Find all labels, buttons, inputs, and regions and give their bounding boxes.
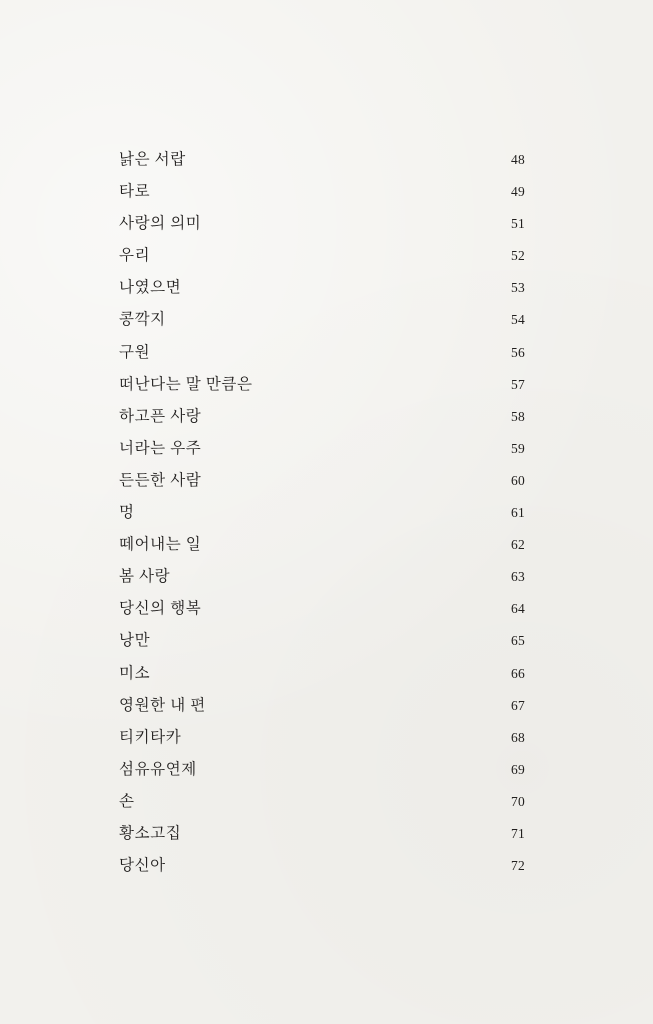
toc-entry-page-number: 48	[511, 152, 526, 167]
toc-entry-title: 멍	[119, 504, 135, 522]
toc-entry[interactable]	[119, 505, 539, 537]
toc-entry-page-number: 64	[511, 601, 526, 617]
toc-entry-title: 콩깍지	[119, 311, 166, 329]
toc-entry-title: 타로	[119, 183, 151, 201]
toc-entry-title: 사랑의 의미	[119, 215, 202, 233]
toc-entry-page-number: 59	[511, 440, 526, 456]
toc-entry-page-number: 63	[511, 569, 526, 585]
toc-entry[interactable]	[119, 280, 539, 312]
toc-entry-page-number: 67	[511, 697, 526, 713]
toc-entry[interactable]	[119, 409, 539, 441]
toc-entry-page-number: 72	[511, 858, 526, 874]
table-of-contents	[119, 152, 539, 890]
toc-entry-title: 티키타카	[119, 728, 182, 746]
toc-entry[interactable]	[119, 858, 539, 890]
toc-entry-title: 낭만	[119, 632, 151, 650]
toc-entry-title: 나였으면	[119, 279, 182, 297]
toc-entry-page-number: 60	[511, 472, 526, 488]
toc-entry-page-number: 61	[511, 505, 526, 521]
toc-entry[interactable]	[119, 152, 539, 184]
toc-entry-title: 당신의 행복	[119, 600, 202, 618]
toc-entry-page-number: 69	[511, 761, 526, 777]
toc-entry[interactable]	[119, 794, 539, 826]
toc-entry-page-number: 70	[511, 793, 526, 809]
toc-entry[interactable]	[119, 569, 539, 601]
toc-entry[interactable]	[119, 762, 539, 794]
toc-entry[interactable]	[119, 537, 539, 569]
toc-entry-page-number: 65	[511, 633, 526, 649]
toc-entry-title: 손	[119, 792, 135, 810]
toc-entry-page-number: 68	[511, 729, 526, 745]
toc-entry[interactable]	[119, 184, 539, 216]
toc-entry[interactable]	[119, 826, 539, 858]
toc-entry-title: 떼어내는 일	[119, 536, 202, 554]
toc-entry-page-number: 56	[511, 344, 526, 360]
toc-entry[interactable]	[119, 473, 539, 505]
toc-entry-title: 떠난다는 말 만큼은	[119, 375, 253, 393]
toc-entry-page-number: 53	[511, 280, 526, 296]
toc-entry[interactable]	[119, 312, 539, 344]
toc-entry-page-number: 62	[511, 537, 526, 553]
toc-entry-title: 미소	[119, 664, 151, 682]
toc-entry[interactable]	[119, 377, 539, 409]
toc-entry-page-number: 58	[511, 408, 526, 424]
toc-entry[interactable]	[119, 345, 539, 377]
toc-entry-page-number: 57	[511, 376, 526, 392]
toc-entry-page-number: 71	[511, 825, 526, 841]
toc-entry-title: 봄 사랑	[119, 568, 171, 586]
toc-entry-page-number: 52	[511, 248, 526, 264]
toc-entry-page-number: 49	[511, 184, 526, 200]
toc-entry-title: 우리	[119, 247, 151, 265]
toc-entry-title: 당신아	[119, 857, 166, 875]
toc-entry-title: 하고픈 사랑	[119, 407, 202, 425]
toc-entry-title: 황소고집	[119, 824, 182, 842]
toc-entry[interactable]	[119, 666, 539, 698]
toc-entry[interactable]	[119, 441, 539, 473]
toc-entry-page-number: 51	[511, 216, 526, 232]
toc-entry[interactable]	[119, 633, 539, 665]
toc-entry-page-number: 54	[511, 312, 526, 328]
toc-entry-title: 너라는 우주	[119, 439, 202, 457]
toc-entry[interactable]	[119, 730, 539, 762]
toc-entry[interactable]	[119, 601, 539, 633]
toc-entry[interactable]	[119, 698, 539, 730]
toc-entry-page-number: 66	[511, 665, 526, 681]
toc-entry[interactable]	[119, 216, 539, 248]
toc-entry-title: 든든한 사람	[119, 471, 202, 489]
toc-entry-title: 섬유유연제	[119, 760, 197, 778]
toc-entry-title: 영원한 내 편	[119, 696, 206, 714]
toc-entry-title: 낡은 서랍	[119, 151, 186, 168]
toc-entry-title: 구원	[119, 343, 151, 361]
toc-entry[interactable]	[119, 248, 539, 280]
